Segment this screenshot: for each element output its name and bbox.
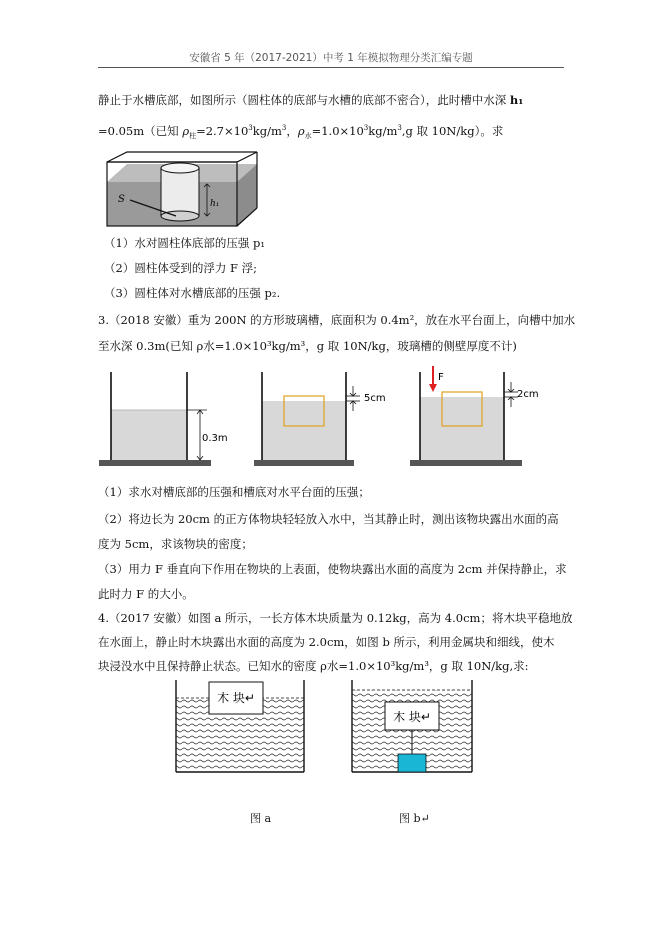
- label-2cm: 2cm: [517, 389, 539, 400]
- depth-label: 0.3m: [202, 433, 228, 444]
- q2-text-line-2: [98, 120, 503, 144]
- q3-text-line-2: 至水深 0.3m(已知 ρ水=1.0×10³kg/m³，g 取 10N/kg，玻璃槽的侧壁厚度不计): [98, 339, 517, 353]
- page-header: 安徽省 5 年（2017-2021）中考 1 年模拟物理分类汇编专题: [189, 52, 473, 64]
- tank-figure-1: [99, 372, 228, 468]
- figure-a: [174, 680, 306, 776]
- q2-sub1: 柱: [189, 132, 197, 141]
- q2-text-line-1: [98, 92, 523, 108]
- tank-figure-2: [254, 372, 394, 468]
- label-5cm: 5cm: [364, 393, 386, 404]
- q2-exp: 3: [248, 124, 253, 132]
- block-label-b: 木 块↵: [393, 710, 431, 724]
- q2-exp3: 3: [363, 124, 369, 132]
- q2-l2g: ,g 取 10N/kg）。求: [401, 123, 504, 138]
- rho-symbol-2: ρ: [297, 123, 305, 138]
- q2-line1-var: h₁: [509, 93, 524, 107]
- header-rule: [98, 67, 564, 68]
- q2-l2b: =2.7×10: [196, 123, 249, 138]
- rho-symbol: ρ: [182, 123, 190, 138]
- q2-l2c: kg/m: [252, 123, 282, 138]
- q2-exp2: 3: [281, 124, 287, 132]
- q3-item-1: （1）求水对槽底部的压强和槽底对水平台面的压强；: [98, 485, 370, 499]
- tank-figure-3: [410, 364, 540, 468]
- q4-text-line-3: 块浸没水中且保持静止状态。已知水的密度 ρ水=1.0×10³kg/m³，g 取 10N/kg,求:: [98, 659, 529, 673]
- block-label-a: 木 块↵: [217, 691, 255, 705]
- metal-block: [398, 754, 426, 772]
- q3-item-2: （2）将边长为 20cm 的正方体物块轻轻放入水中，当其静止时，测出该物块露出水面的高: [98, 512, 559, 526]
- q3-text-line-1: 3.（2018 安徽）重为 200N 的方形玻璃槽，底面积为 0.4m²，放在水平台面上，向槽中加水: [98, 313, 576, 327]
- caption-figure-b: 图 b↵: [399, 812, 430, 825]
- q2-l2f: kg/m: [368, 123, 398, 138]
- q3-item-3: （3）用力 F 垂直向下作用在物块的上表面，使物块露出水面的高度为 2cm 并保持静止，求: [98, 562, 567, 576]
- q2-exp4: 3: [397, 124, 402, 132]
- q4-text-line-2: 在水面上，静止时木块露出水面的高度为 2.0cm，如图 b 所示，利用金属块和细线，使木: [98, 635, 555, 649]
- label-force: F: [438, 372, 444, 383]
- tank-cylinder-figure: [104, 150, 264, 230]
- q3-item-3-cont: 此时力 F 的大小。: [98, 587, 194, 601]
- q2-item-2: （2）圆柱体受到的浮力 F 浮;: [104, 261, 257, 275]
- figure-b: [350, 680, 474, 776]
- q3-item-2-cont: 度为 5cm，求该物块的密度；: [98, 537, 253, 551]
- q2-l2d: ，: [286, 123, 298, 138]
- fig-label-s: S: [118, 194, 125, 205]
- q4-text-line-1: 4.（2017 安徽）如图 a 所示，一长方体木块质量为 0.12kg，高为 4.0cm；将木块平稳地放: [98, 611, 573, 625]
- q2-sub2: 水: [304, 132, 312, 141]
- caption-figure-a: 图 a: [250, 812, 272, 825]
- q2-item-3: （3）圆柱体对水槽底部的压强 p₂.: [104, 286, 281, 300]
- q2-line1-pre: 静止于水槽底部，如图所示（圆柱体的底部与水槽的底部不密合），此时槽中水深: [98, 93, 510, 107]
- q2-l2a: =0.05m（已知: [98, 123, 183, 138]
- fig-label-h1: h₁: [210, 199, 220, 209]
- q2-item-1: （1）水对圆柱体底部的压强 p₁: [104, 236, 265, 250]
- q2-l2e: =1.0×10: [311, 123, 364, 138]
